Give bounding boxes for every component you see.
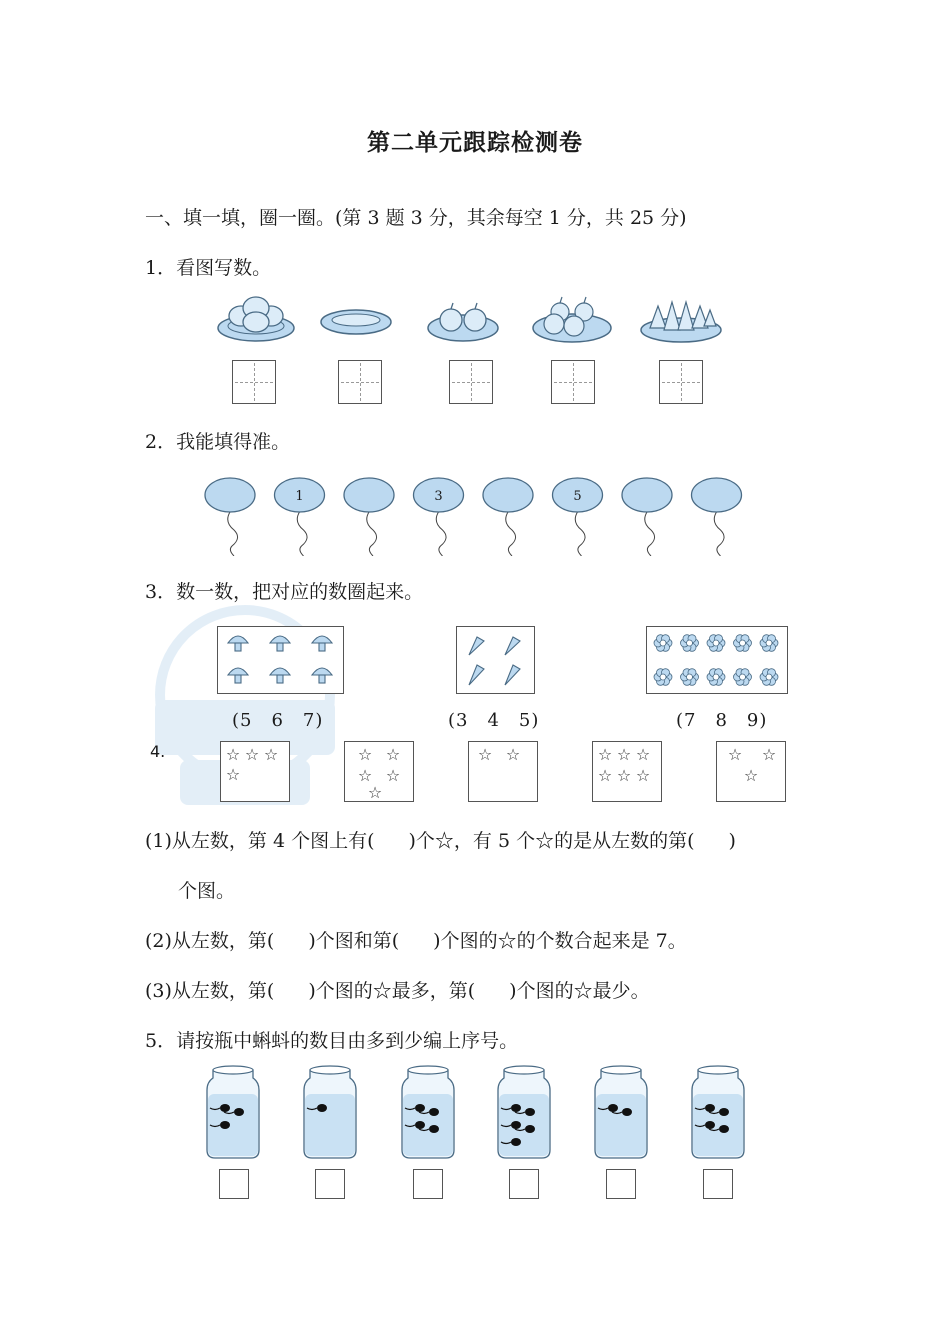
text: )个图的☆最多，第( xyxy=(308,980,476,1002)
question-2-label: 2．我能填得准。 xyxy=(145,431,291,453)
balloon[interactable] xyxy=(344,478,394,556)
star-icon: ☆ xyxy=(597,766,613,785)
balloon[interactable] xyxy=(275,478,325,556)
question-5-label: 5．请按瓶中蝌蚪的数目由多到少编上序号。 xyxy=(145,1030,519,1052)
question-4-part-1 xyxy=(145,826,736,853)
text: (3)从左数，第( xyxy=(145,980,275,1002)
star-icon: ☆ xyxy=(727,745,743,764)
star-icon: ☆ xyxy=(367,783,383,800)
balloon[interactable] xyxy=(553,478,603,556)
flower xyxy=(681,635,699,652)
mushroom-card xyxy=(217,626,344,694)
answer-grid-box[interactable] xyxy=(659,360,703,404)
star-icon: ☆ xyxy=(743,766,759,785)
star-icon: ☆ xyxy=(357,766,373,785)
question-1-label: 1．看图写数。 xyxy=(145,257,272,279)
balloon[interactable] xyxy=(414,478,464,556)
star-icon: ☆ xyxy=(385,745,401,764)
flower xyxy=(734,669,752,686)
star-icon: ☆ xyxy=(225,765,241,784)
question-4-part-2 xyxy=(145,926,687,953)
balloon[interactable] xyxy=(692,478,742,556)
question-4-part-3 xyxy=(145,976,650,1003)
jar xyxy=(595,1066,647,1158)
flower xyxy=(707,635,725,652)
flower xyxy=(760,669,778,686)
star-icon: ☆ xyxy=(357,745,373,764)
star-icon: ☆ xyxy=(761,745,777,764)
jar xyxy=(498,1066,550,1158)
star-icon: ☆ xyxy=(616,745,632,764)
question-4-part-1-cont: 个图。 xyxy=(178,880,236,902)
flower-card xyxy=(646,626,788,694)
balloon-label: 5 xyxy=(573,489,582,504)
choice-group[interactable]: (5 6 7) xyxy=(232,710,324,731)
answer-grid-box[interactable] xyxy=(232,360,276,404)
answer-grid-box[interactable] xyxy=(449,360,493,404)
star-card xyxy=(468,741,538,802)
answer-grid-box[interactable] xyxy=(551,360,595,404)
jar xyxy=(692,1066,744,1158)
star-icon: ☆ xyxy=(477,745,493,764)
section-heading: 一、填一填，圈一圈。(第 3 题 3 分，其余每空 1 分，共 25 分) xyxy=(145,207,687,229)
rank-box[interactable] xyxy=(219,1169,249,1199)
balloon[interactable] xyxy=(205,478,255,556)
question-4-label: 4. xyxy=(150,742,166,761)
jar xyxy=(304,1066,356,1158)
text: (2)从左数，第( xyxy=(145,930,275,952)
star-icon: ☆ xyxy=(225,745,241,764)
flower xyxy=(760,635,778,652)
star-icon: ☆ xyxy=(635,766,651,785)
rank-box[interactable] xyxy=(703,1169,733,1199)
rank-box[interactable] xyxy=(413,1169,443,1199)
jar-row xyxy=(200,1064,760,1168)
flower xyxy=(654,635,672,652)
jar xyxy=(207,1066,259,1158)
text: (1)从左数，第 4 个图上有( xyxy=(145,830,375,852)
text: )个图和第( xyxy=(308,930,400,952)
star-icon: ☆ xyxy=(244,745,260,764)
text: )个☆，有 5 个☆的是从左数的第( xyxy=(408,830,695,852)
carrot-card xyxy=(456,626,535,694)
choice-group[interactable]: (3 4 5) xyxy=(448,710,540,731)
text: )个图的☆最少。 xyxy=(509,980,650,1002)
page-title: 第二单元跟踪检测卷 xyxy=(367,130,583,156)
question-3-label: 3．数一数，把对应的数圈起来。 xyxy=(145,581,424,603)
balloon[interactable] xyxy=(622,478,672,556)
star-icon: ☆ xyxy=(385,766,401,785)
answer-grid-box[interactable] xyxy=(338,360,382,404)
plate-empty-image xyxy=(318,300,394,344)
balloon-row xyxy=(200,474,760,560)
text: )个图的☆的个数合起来是 7。 xyxy=(433,930,687,952)
balloon[interactable] xyxy=(483,478,533,556)
choice-group[interactable]: (7 8 9) xyxy=(676,710,768,731)
star-card xyxy=(220,741,290,802)
plate-two-apples-image xyxy=(425,292,501,350)
rank-box[interactable] xyxy=(606,1169,636,1199)
star-icon: ☆ xyxy=(635,745,651,764)
text: ) xyxy=(728,830,736,852)
balloon-label: 3 xyxy=(434,489,443,504)
flower xyxy=(654,669,672,686)
rank-box[interactable] xyxy=(315,1169,345,1199)
rank-box[interactable] xyxy=(509,1169,539,1199)
plate-four-apples-image xyxy=(530,290,614,350)
star-icon: ☆ xyxy=(505,745,521,764)
star-card xyxy=(592,741,662,802)
star-card xyxy=(716,741,786,802)
balloon-label: 1 xyxy=(295,489,304,504)
jar xyxy=(402,1066,454,1158)
plate-buns-image xyxy=(215,290,297,350)
star-card xyxy=(344,741,414,802)
flower xyxy=(734,635,752,652)
flower xyxy=(681,669,699,686)
plate-watermelon-image xyxy=(638,292,724,350)
flower xyxy=(707,669,725,686)
star-icon: ☆ xyxy=(597,745,613,764)
star-icon: ☆ xyxy=(263,745,279,764)
star-icon: ☆ xyxy=(616,766,632,785)
